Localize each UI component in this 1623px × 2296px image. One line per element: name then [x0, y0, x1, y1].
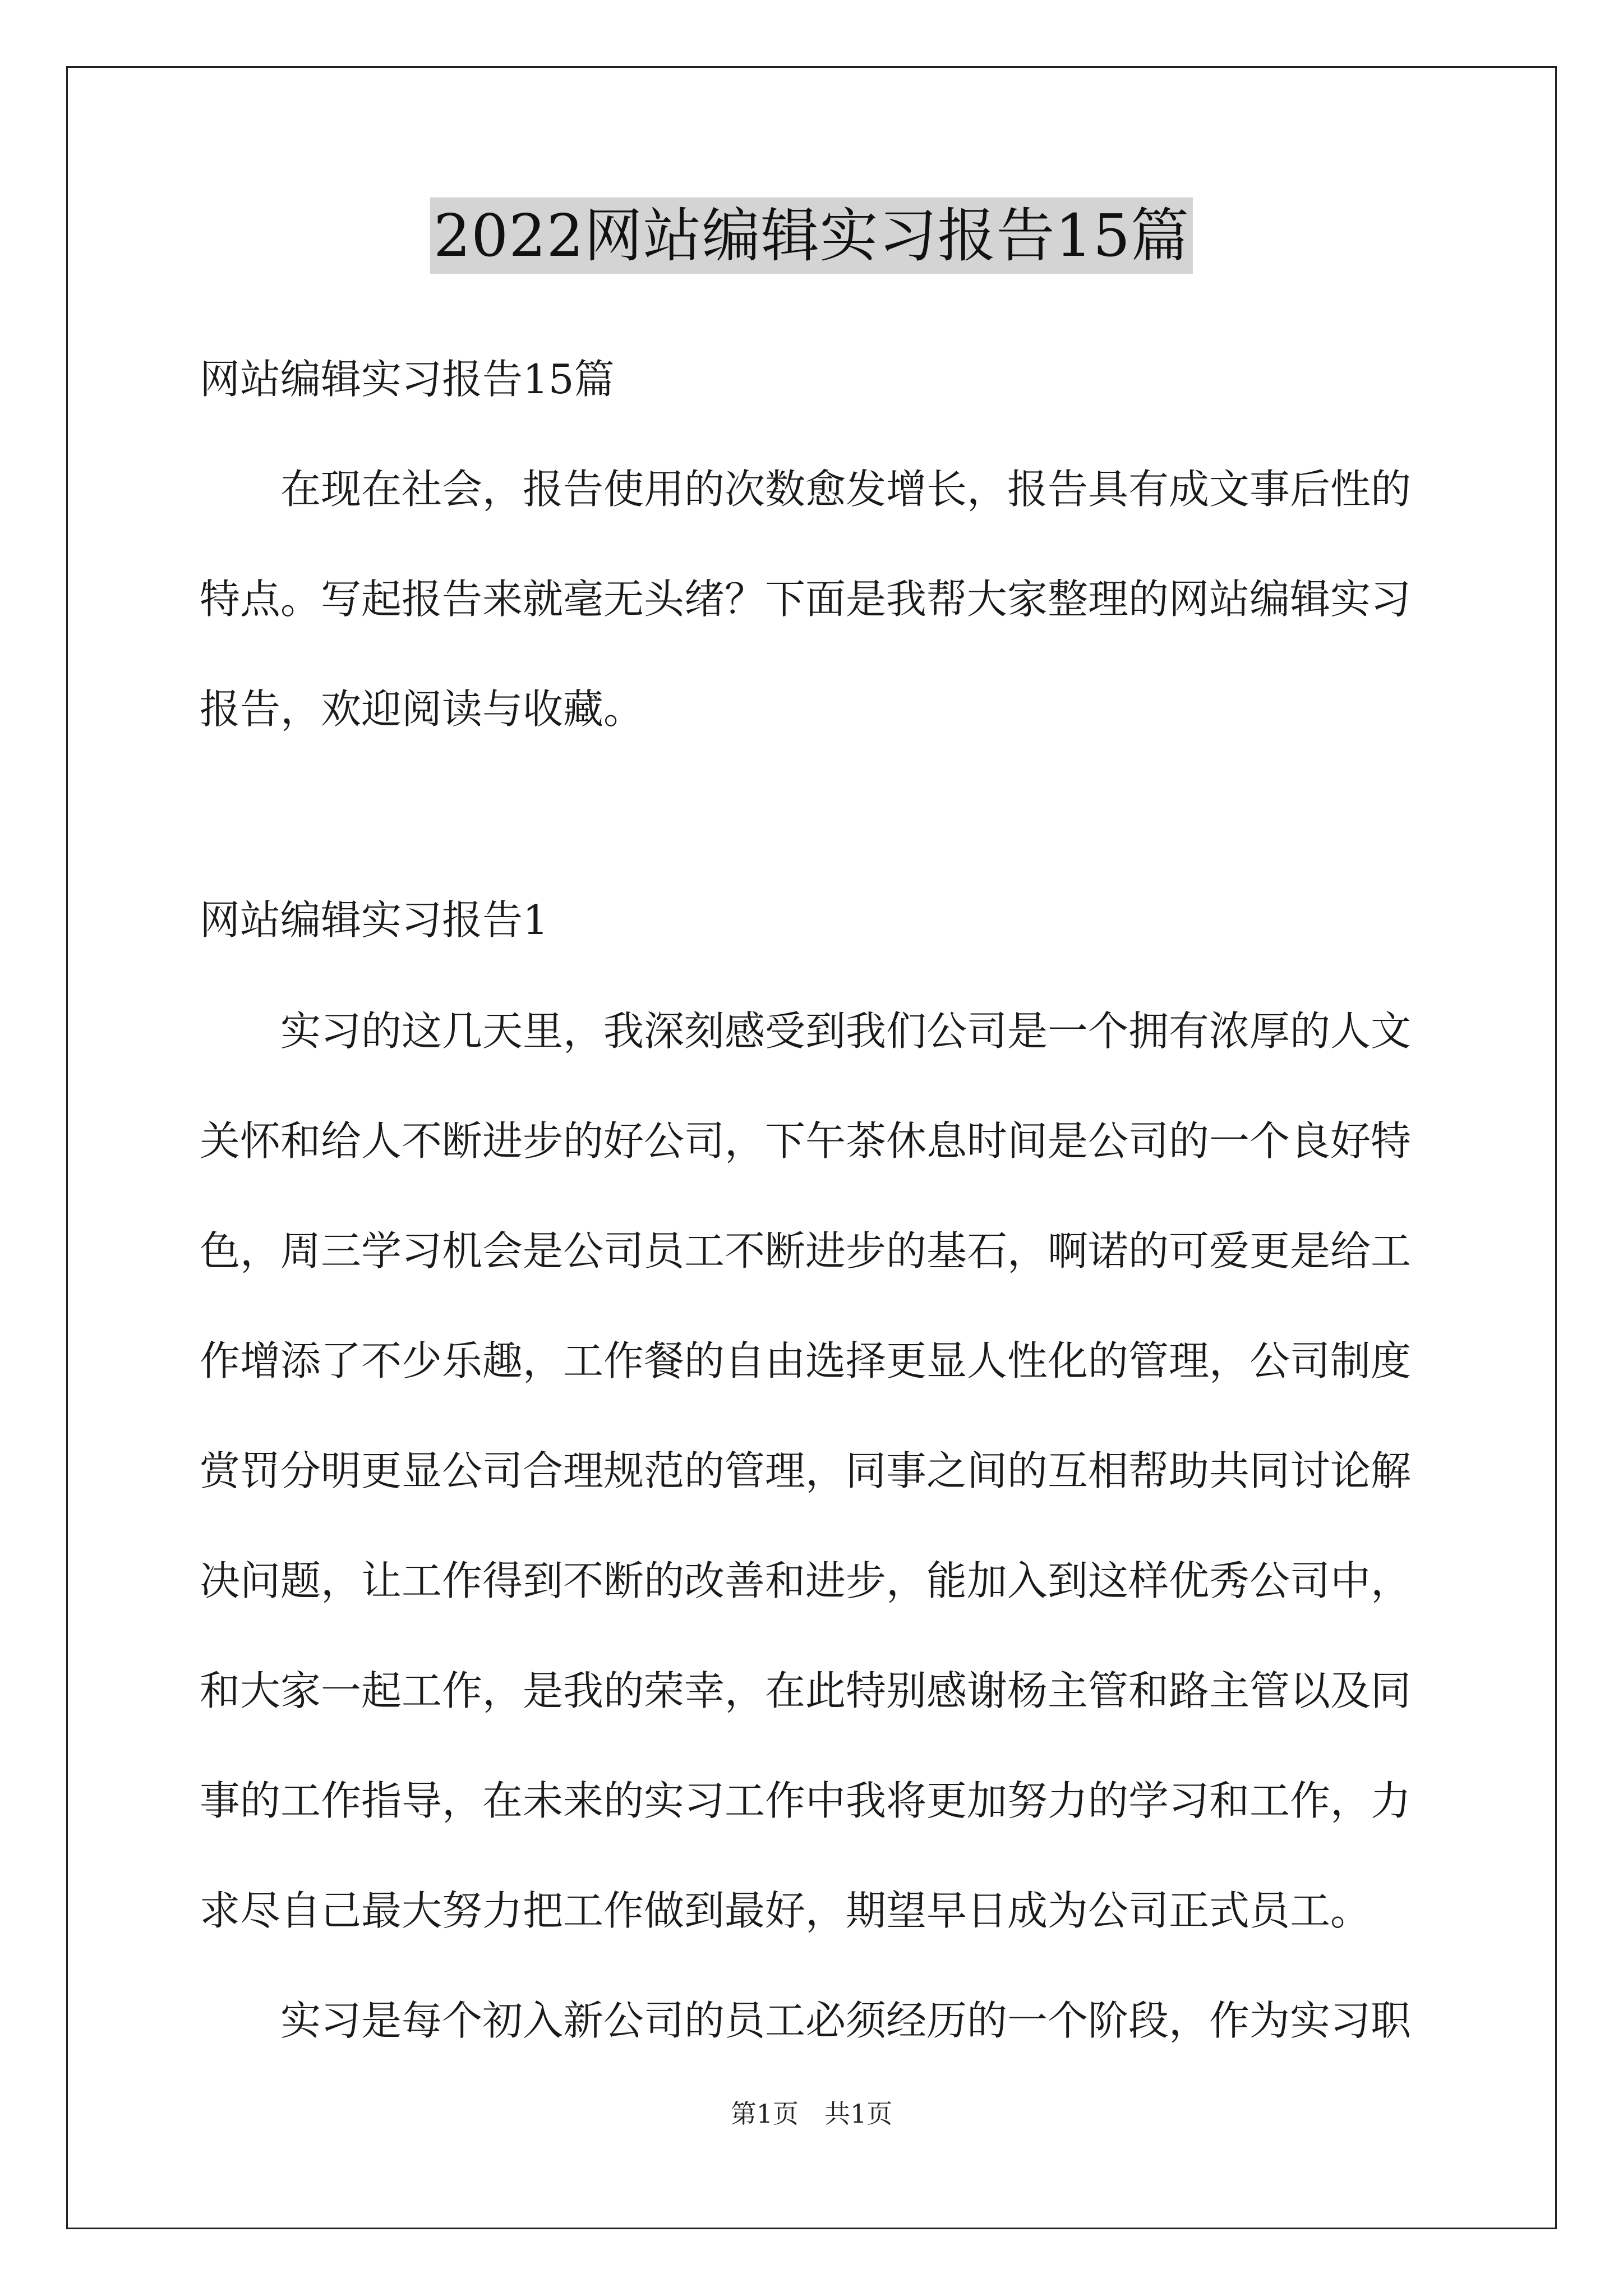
paragraph-line: 实习的这几天里，我深刻感受到我们公司是一个拥有浓厚的人文	[280, 1007, 1412, 1055]
paragraph-line: 事的工作指导，在未来的实习工作中我将更加努力的学习和工作，力	[200, 1777, 1412, 1824]
page-footer: 第1页 共1页	[730, 2099, 893, 2129]
paragraph-line: 特点。写起报告来就毫无头绪？下面是我帮大家整理的网站编辑实习	[200, 576, 1412, 623]
paragraph-line: 实习是每个初入新公司的员工必须经历的一个阶段，作为实习职	[280, 1997, 1412, 2044]
title-container	[0, 197, 1623, 274]
paragraph-line: 报告，欢迎阅读与收藏。	[200, 685, 644, 733]
paragraph-line: 和大家一起工作，是我的荣幸，在此特别感谢杨主管和路主管以及同	[200, 1667, 1412, 1714]
paragraph-line: 决问题，让工作得到不断的改善和进步，能加入到这样优秀公司中，	[200, 1557, 1412, 1604]
section-heading: 网站编辑实习报告15篇	[200, 356, 615, 403]
paragraph-line: 在现在社会，报告使用的次数愈发增长，报告具有成文事后性的	[280, 466, 1412, 513]
paragraph-line: 色，周三学习机会是公司员工不断进步的基石，啊诺的可爱更是给工	[200, 1227, 1412, 1274]
paragraph-line: 关怀和给人不断进步的好公司，下午茶休息时间是公司的一个良好特	[200, 1117, 1412, 1165]
section-heading: 网站编辑实习报告1	[200, 896, 548, 944]
document-title: 2022网站编辑实习报告15篇	[430, 197, 1193, 274]
paragraph-line: 赏罚分明更显公司合理规范的管理，同事之间的互相帮助共同讨论解	[200, 1447, 1412, 1494]
paragraph-line: 作增添了不少乐趣，工作餐的自由选择更显人性化的管理，公司制度	[200, 1337, 1412, 1384]
paragraph-line: 求尽自己最大努力把工作做到最好，期望早日成为公司正式员工。	[200, 1887, 1371, 1934]
